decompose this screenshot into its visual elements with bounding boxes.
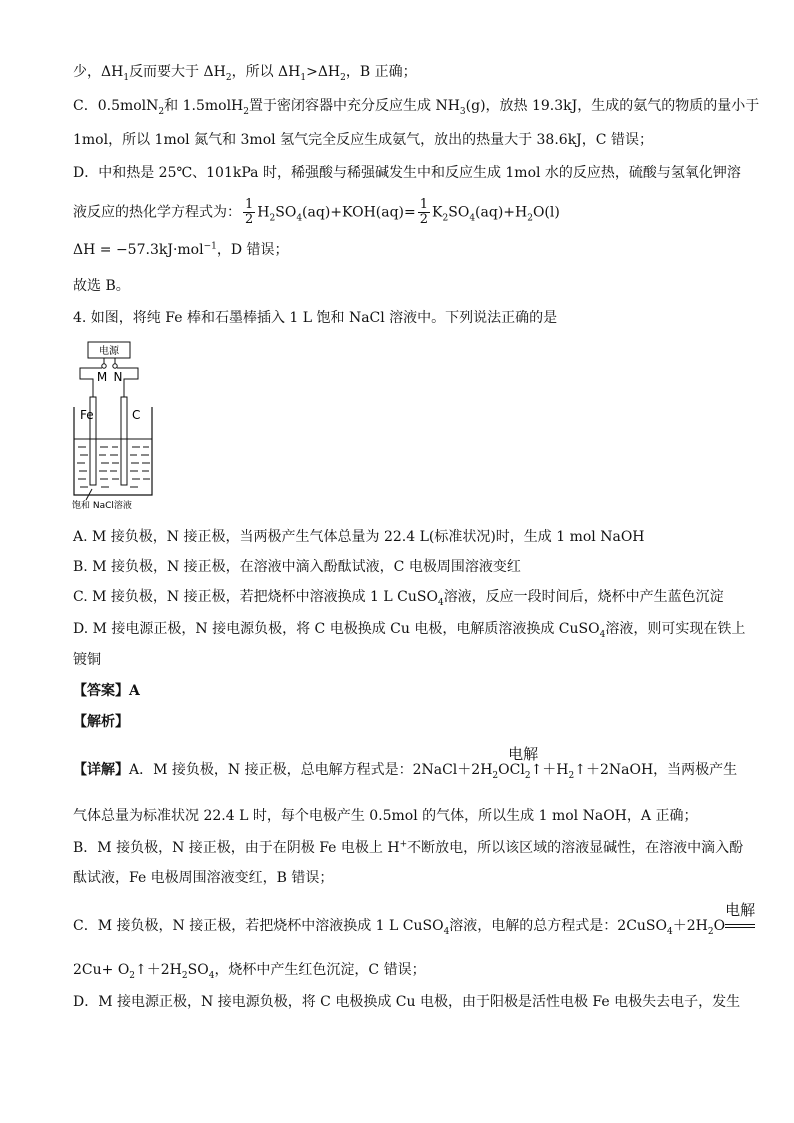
- explanation-a: 【详解】A．M 接负极，N 接正极，总电解方程式是：$2NaCl+2H_2O$ 电解 $Cl_2↑+H_2↑+2NaOH$，当两极产生: [73, 745, 738, 781]
- power-label: 电源: [99, 346, 119, 357]
- option-a: A. M 接负极，N 接正极，当两极产生气体总量为 22.4 L(标准状况)时，生成 1 mol NaOH: [73, 529, 645, 545]
- electrolysis-condition: O 电解: [498, 745, 539, 778]
- terminal-m: [102, 364, 106, 368]
- fe-label: Fe: [80, 408, 94, 422]
- fraction-half: $\frac{1}{2}$: [245, 197, 254, 227]
- electrolysis-condition: 电解: [725, 916, 755, 936]
- electrolysis-diagram: [66, 337, 166, 513]
- answer-value: A: [129, 683, 140, 699]
- explanation-d: D．M 接电源正极，N 接电源负极，将 C 电极换成 Cu 电极，由于阳极是活性电极 Fe 电极失去电子，发生: [73, 994, 741, 1010]
- text-line-2: C．0.5molN$_2$和 1.5molH$_2$置于密闭容器中充分反应生成 $NH_3(g)$，放热 19.3kJ，生成的氨气的物质的量小于: [73, 98, 760, 117]
- solution-hatching: [77, 447, 150, 487]
- text-line-7: 故选 B。: [73, 278, 130, 294]
- text-line-4: D．中和热是 25℃、101kPa 时，稀强酸与稀强碱发生中和反应生成 1mol 水的反应热，硫酸与氢氧化钾溶: [73, 165, 741, 181]
- explanation-c: C．M 接负极，N 接正极，若把烧杯中溶液换成 1 L CuSO$_4$溶液，电解的总方程式是：$2CuSO_4+2H_2O$ 电解: [73, 901, 756, 937]
- question-4-stem: 4. 如图，将纯 Fe 棒和石墨棒插入 1 L 饱和 NaCl 溶液中。下列说法正确的是: [73, 310, 558, 326]
- fraction-half: $\frac{1}{2}$: [419, 197, 429, 227]
- carbon-electrode: [121, 397, 127, 485]
- m-label: M: [96, 370, 108, 384]
- explanation-b: B．M 接负极，N 接正极，由于在阴极 Fe 电极上 H+不断放电，所以该区域的溶液显碱性，在溶液中滴入酚: [73, 839, 744, 856]
- n-label: N: [113, 370, 123, 384]
- detail-tag: 【详解】: [73, 762, 129, 778]
- explanation-a-continued: 气体总量为标准状况 22.4 L 时，每个电极产生 0.5mol 的气体，所以生成 1 mol NaOH，A 正确；: [73, 808, 698, 824]
- text-line-3: 1mol，所以 1mol 氮气和 3mol 氢气完全反应生成氨气，放出的热量大于 38.6kJ，C 错误；: [73, 132, 653, 148]
- explanation-b-continued: 酞试液，Fe 电极周围溶液变红，B 错误；: [73, 870, 334, 886]
- explanation-c-continued: $2Cu+ O_2↑+2H_2SO_4$，烧杯中产生红色沉淀，C 错误；: [73, 962, 426, 981]
- option-d: D. M 接电源正极，N 接电源负极，将 C 电极换成 Cu 电极，电解质溶液换成 CuSO$_4$溶液，则可实现在铁上: [73, 621, 746, 640]
- thermochemical-equation-line: 液反应的热化学方程式为： $\frac{1}{2}$ $H_2SO_4(aq)+KOH(aq)=$ $\frac{1}{2}$ $K_2SO_4(aq)+H_2O(l)$: [73, 197, 560, 227]
- analysis-label: 【解析】: [73, 714, 129, 730]
- answer-label: 【答案】: [73, 683, 129, 699]
- c-label: C: [132, 408, 141, 422]
- text-line-6: ΔH = −57.3kJ·mol$^{-1}$，D 错误；: [73, 241, 289, 258]
- answer-line: [73, 681, 140, 701]
- diagram-caption: 饱和 NaCl溶液: [72, 501, 132, 511]
- option-c: C. M 接负极，N 接正极，若把烧杯中溶液换成 1 L CuSO$_4$溶液，反应一段时间后，烧杯中产生蓝色沉淀: [73, 589, 724, 608]
- option-d-continued: 镀铜: [73, 652, 101, 668]
- text-line-1: 少，$\Delta H_1$反而要大于 $\Delta H_2$，所以 $\Delta H_1>\Delta H_2$，B 正确；: [73, 64, 417, 83]
- option-b: B. M 接负极，N 接正极，在溶液中滴入酚酞试液，C 电极周围溶液变红: [73, 559, 521, 575]
- terminal-n: [113, 364, 117, 368]
